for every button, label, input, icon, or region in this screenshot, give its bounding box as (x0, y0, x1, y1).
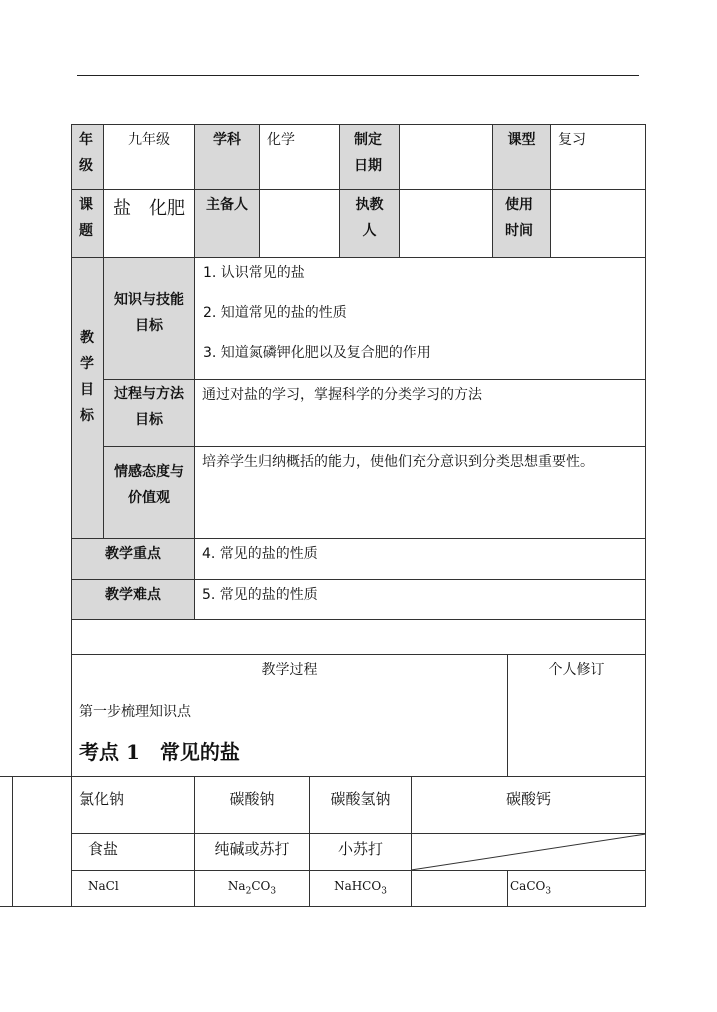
objectives-label: 教学目标 (80, 330, 94, 424)
process-text: 通过对盐的学习，掌握科学的分类学习的方法 (202, 387, 482, 403)
grade-value-cell (103, 124, 195, 190)
knowledge-content-cell (194, 257, 646, 380)
type-value-cell (550, 124, 646, 190)
type-value: 复习 (558, 132, 586, 148)
formula-sub: 3 (270, 886, 277, 897)
header-rule (77, 75, 639, 76)
diagonal-line (411, 833, 646, 871)
subject-value-cell (259, 124, 340, 190)
knowledge-heading: 考点 1 常见的盐 (79, 740, 240, 764)
preparer-label-cell (194, 189, 260, 258)
subject-label: 学科 (213, 132, 241, 148)
subject-label-cell (194, 124, 260, 190)
time-value-cell (550, 189, 646, 258)
salt-formula (510, 879, 552, 897)
salt-formula-cell (194, 870, 310, 907)
salt-name-cell (411, 776, 646, 834)
focus-label: 教学重点 (105, 546, 161, 562)
teacher-label: 执教人 (355, 197, 384, 239)
salt-formula: NaCl (88, 879, 119, 893)
type-label-cell (492, 124, 551, 190)
time-label: 使用时间 (505, 197, 533, 239)
salt-common-cell (309, 833, 412, 871)
focus-text: 4. 常见的盐的性质 (202, 546, 318, 562)
teacher-label-cell (339, 189, 400, 258)
process-label: 过程与方法目标 (114, 386, 184, 428)
salt-name-cell (71, 776, 195, 834)
subject-value: 化学 (267, 132, 295, 148)
knowledge-item: 3. 知道氮磷钾化肥以及复合肥的作用 (203, 345, 431, 361)
time-label-cell (492, 189, 551, 258)
date-label-cell (339, 124, 400, 190)
salt-left-col (12, 776, 72, 907)
date-value-cell (399, 124, 493, 190)
knowledge-label-cell (103, 257, 195, 380)
formula-part: Na (227, 879, 246, 893)
preparer-label: 主备人 (206, 197, 248, 213)
salt-formula-cell (71, 870, 195, 907)
knowledge-label: 知识与技能目标 (114, 292, 184, 334)
attitude-content-cell (194, 446, 646, 539)
salt-formula-cell (507, 870, 646, 907)
topic-label-cell (71, 189, 104, 258)
formula-sub: 3 (381, 886, 387, 897)
difficulty-text: 5. 常见的盐的性质 (202, 587, 318, 603)
salt-common-name: 小苏打 (337, 840, 383, 858)
knowledge-item: 1. 认识常见的盐 (203, 265, 305, 281)
process-header: 教学过程 (261, 662, 318, 678)
process-content-cell (194, 379, 646, 447)
preparer-value-cell (259, 189, 340, 258)
formula-sub: 3 (545, 886, 552, 897)
salt-common-cell (71, 833, 195, 871)
date-label: 制定日期 (354, 132, 382, 174)
teacher-value-cell (399, 189, 493, 258)
grade-label-cell (71, 124, 104, 190)
salt-name: 碳酸钠 (229, 790, 275, 808)
salt-formula-cell (309, 870, 412, 907)
grade-value: 九年级 (128, 132, 170, 148)
focus-content-cell (194, 538, 646, 580)
salt-formula-empty-cell (411, 870, 508, 907)
salt-name: 碳酸钙 (505, 790, 551, 808)
revision-cell (507, 654, 646, 777)
salt-formula (227, 879, 277, 897)
topic-label: 课题 (79, 197, 93, 239)
grade-label: 年级 (79, 132, 93, 174)
attitude-label-cell (103, 446, 195, 539)
salt-name-cell (194, 776, 310, 834)
objectives-label-cell (71, 257, 104, 539)
formula-sub: 2 (245, 886, 252, 897)
difficulty-content-cell (194, 579, 646, 620)
salt-formula (334, 879, 387, 897)
salt-common-name: 纯碱或苏打 (214, 840, 290, 858)
topic-value: 盐 化肥 (113, 198, 185, 219)
attitude-text: 培养学生归纳概括的能力，使他们充分意识到分类思想重要性。 (202, 454, 594, 470)
empty-row (71, 619, 646, 655)
process-label-cell (103, 379, 195, 447)
knowledge-item: 2. 知道常见的盐的性质 (203, 305, 347, 321)
step1-text: 第一步梳理知识点 (79, 704, 191, 720)
difficulty-label: 教学难点 (105, 587, 161, 603)
formula-part: NaHCO (334, 879, 382, 893)
formula-part: CaCO (510, 879, 546, 893)
process-main-cell (71, 654, 508, 777)
difficulty-label-cell (71, 579, 195, 620)
salt-name: 氯化钠 (79, 790, 125, 808)
salt-common-cell (194, 833, 310, 871)
attitude-label: 情感态度与价值观 (114, 464, 184, 506)
salt-name-cell (309, 776, 412, 834)
type-label: 课型 (507, 132, 536, 148)
salt-name: 碳酸氢钠 (330, 790, 391, 808)
revision-header: 个人修订 (548, 662, 605, 678)
salt-common-name: 食盐 (88, 840, 119, 858)
formula-part: CO (251, 879, 271, 893)
topic-value-cell (103, 189, 195, 258)
focus-label-cell (71, 538, 195, 580)
